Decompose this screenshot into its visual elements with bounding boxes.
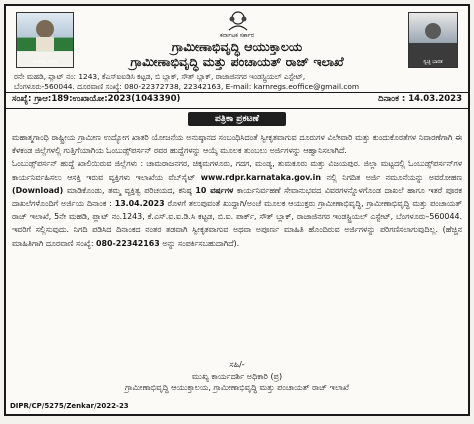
reference-number: ಸಂಖ್ಯೆ: ಗ್ರಾಆ:189:ಉಖಾಯೋ:2023(1043390) xyxy=(12,94,181,104)
press-notice-page xyxy=(4,4,470,416)
govt-line: ಕರ್ನಾಟಕ ಸರ್ಕಾರ xyxy=(219,32,255,39)
department-title: ಗ್ರಾಮೀಣಾಭಿವೃದ್ಧಿ ಆಯುಕ್ತಾಲಯ xyxy=(171,39,303,54)
website-link[interactable]: www.rdpr.karnataka.gov.in xyxy=(200,172,321,182)
office-address xyxy=(14,72,460,92)
address-line-1: ರನೇ ಮಹಡಿ, ಪ್ಲಾಟ್ ನಂ: 1243, ಕೆಎಸ್ಐಐಡಿಸಿ ಕಟ್ಟಡ, ಬಿ ಬ್ಲಾಕ್, ಸೌತ್ ಬ್ಲಾಕ್, ರಾಜಾಜಿನಗರ ಇಂಡಸ್ಟ್ರಿಯಲ್ ಎಸ್ಟೇಟ್, xyxy=(14,72,306,81)
signature-block xyxy=(6,359,468,394)
reference-row xyxy=(12,94,462,106)
last-date: 13.04.2023 xyxy=(114,199,165,209)
signatory-office: ಗ್ರಾಮೀಣಾಭಿವೃದ್ಧಿ ಆಯುಕ್ತಾಲಯ, ಗ್ರಾಮೀಣಾಭಿವೃದ್ಧಿ ಮತ್ತು ಪಂಚಾಯತ್ ರಾಜ್ ಇಲಾಖೆ xyxy=(125,383,349,392)
notice-title: ಪತ್ರಿಕಾ ಪ್ರಕಟಣೆ xyxy=(188,112,286,126)
reference-divider xyxy=(6,108,468,109)
notice-paragraph-1: ಮಹಾತ್ಮಗಾಂಧಿ ರಾಷ್ಟ್ರೀಯ ಗ್ರಾಮೀಣ ಉದ್ಯೋಗ ಖಾತರಿ ಯೋಜನೆಯ ಅನುಷ್ಠಾನದ ಸಂಬಂಧಿಸಿದಂತೆ ಸ್ವೀಕೃತವಾಗುವ ದೂರುಗಳ ವಿಲೇವಾರಿ ಮತ್ತು ಕುಂದುಕೊರತೆಗಳ ನಿವಾರಣೆಗಾಗಿ ಈ ಕೆಳಕಂಡ ಜಿಲ್ಲೆಗಳಲ್ಲಿ ಗುತ್ತಿಗೆಯಾಗಿಯ ಓಂಬುಡ್ಸ್‌ಪರ್ಸನ್ ರವರ ಹುದ್ದೆಗಳನ್ನು ಆಯ್ಕೆ ಮೂಲಕ ತುಂಬಲು ಅರ್ಜಿಗಳನ್ನು ಆಹ್ವಾನಿಸಲಾಗಿದೆ. xyxy=(12,133,462,156)
notice-date: ದಿನಾಂಕ : 14.03.2023 xyxy=(378,94,462,104)
header-divider xyxy=(6,92,468,93)
dipr-code: DIPR/CP/5275/Zenkar/2022-23 xyxy=(10,402,129,410)
notice-paragraph-2: ಓಂಬುಡ್ಸ್‌ಪರ್ಸನ್ ಹುದ್ದೆ ಖಾಲಿಯಿರುವ ಜಿಲ್ಲೆಗಳು : ಚಾಮರಾಜನಗರ, ಚಿಕ್ಕಮಗಳೂರು, ಗದಗ, ಮಂಡ್ಯ, ತುಮಕೂರು ಮತ್ತು ವಿಜಯಪುರ. ಜಿಲ್ಲಾ ಮಟ್ಟದಲ್ಲಿ ಓಂಬುಡ್ಸ್‌ಪರ್ಸನ್‌ಗಳ ಕಾರ್ಯನಿರ್ವಹಿಸಲು ಆಸಕ್ತಿ ಇರುವ ವ್ಯಕ್ತಿಗಳು ಇಲಾಖೆಯ ವೆಬ್‌ಸೈಟ್ www.rdpr.karnataka.gov.in ನಲ್ಲಿ ನಿಗದಿತ ಅರ್ಜಿ ನಮೂನೆಯನ್ನು ಅವರೋಹಣ (Download) ಮಾಡಿಕೊಂಡು, ತಮ್ಮ ವ್ಯಕ್ತಿತ್ವ ಪರಿಚಯದ, ಕನಿಷ್ಠ 10 ವರ್ಷಗಳ ಕಾರ್ಯನಿರ್ವಹಣೆ ಸೇವಾನುಭವದ ವಿವರಗಳನ್ನೊಳಗೊಂಡ ದಾಖಲೆ ಹಾಗೂ ಇತರೆ ಪೂರಕ ದಾಖಲೆಗಳೊಂದಿಗೆ ಅರ್ಜಿಯ ದಿನಾಂಕ : 13.04.2023 ರೊಳಗೆ ತಲುಪುವಂತೆ ಖುದ್ದಾಗಿ/ಅಂಚೆ ಮೂಲಕ ಆಯುಕ್ತರು ಗ್ರಾಮೀಣಾಭಿವೃದ್ಧಿ, ಗ್ರಾಮೀಣಾಭಿವೃದ್ಧಿ ಮತ್ತು ಪಂಚಾಯತ್ ರಾಜ್ ಇಲಾಖೆ, 5ನೇ ಮಹಡಿ, ಪ್ಲಾಟ್ ನಂ.1243, ಕೆ.ಎಸ್.ಐ.ಐ.ಡಿ.ಸಿ ಕಟ್ಟಡ, ಬಿ.ಐ. ಪಾರ್ಕ್, ಸೌತ್ ಬ್ಲಾಕ್, ರಾಜಾಜಿನಗರ ಇಂಡಸ್ಟ್ರಿಯಲ್ ಎಸ್ಟೇಟ್, ಬೆಂಗಳೂರು–560044. ಇವರಿಗೆ ಸಲ್ಲಿಸುವುದು. ನಿಗದಿ ಪಡಿಸಿದ ದಿನಾಂಕದ ನಂತರ ತಡವಾಗಿ ಸ್ವೀಕೃತವಾಗುವ ಅಥವಾ ಅಪೂರ್ಣ ಮಾಹಿತಿ ಹೊಂದಿರುವ ಅರ್ಜಿಗಳನ್ನು ಪರಿಗಣಿಸಲಾಗುವುದಿಲ್ಲ. (ಹೆಚ್ಚಿನ ಮಾಹಿತಿಗಾಗಿ ದೂರವಾಣಿ ಸಂಖ್ಯೆ: 080-22342163 ಅನ್ನು ಸಂಪರ್ಕಿಸಬಹುದಾಗಿದೆ). xyxy=(12,159,462,248)
contact-phone: 080-22342163 xyxy=(96,238,160,248)
signatory-designation: ಮುಖ್ಯ ಕಾರ್ಯದರ್ಶಿ ಅಧಿಕಾರಿ (ಪ್ರ) xyxy=(191,371,283,381)
address-line-2: ಬೆಂಗಳೂರು-560044. ದೂರವಾಣಿ ಸಂಖ್ಯೆ: 080-22372738, 22342163, E-mail: karnregs.eoffice@gmail.com xyxy=(14,82,360,91)
right-logo-caption: ಸ್ವಚ್ಛ ಭಾರತ xyxy=(423,59,443,65)
department-subtitle: ಗ್ರಾಮೀಣಾಭಿವೃದ್ಧಿ ಮತ್ತು ಪಂಚಾಯತ್ ರಾಜ್ ಇಲಾಖೆ xyxy=(130,54,344,69)
signature-mark: ಸಹಿ/- xyxy=(229,360,245,369)
notice-body xyxy=(12,131,462,250)
left-logo-caption: ಮಹಾತ್ಮ ಗಾಂಧಿ xyxy=(32,59,58,65)
state-emblem-icon xyxy=(225,10,251,32)
